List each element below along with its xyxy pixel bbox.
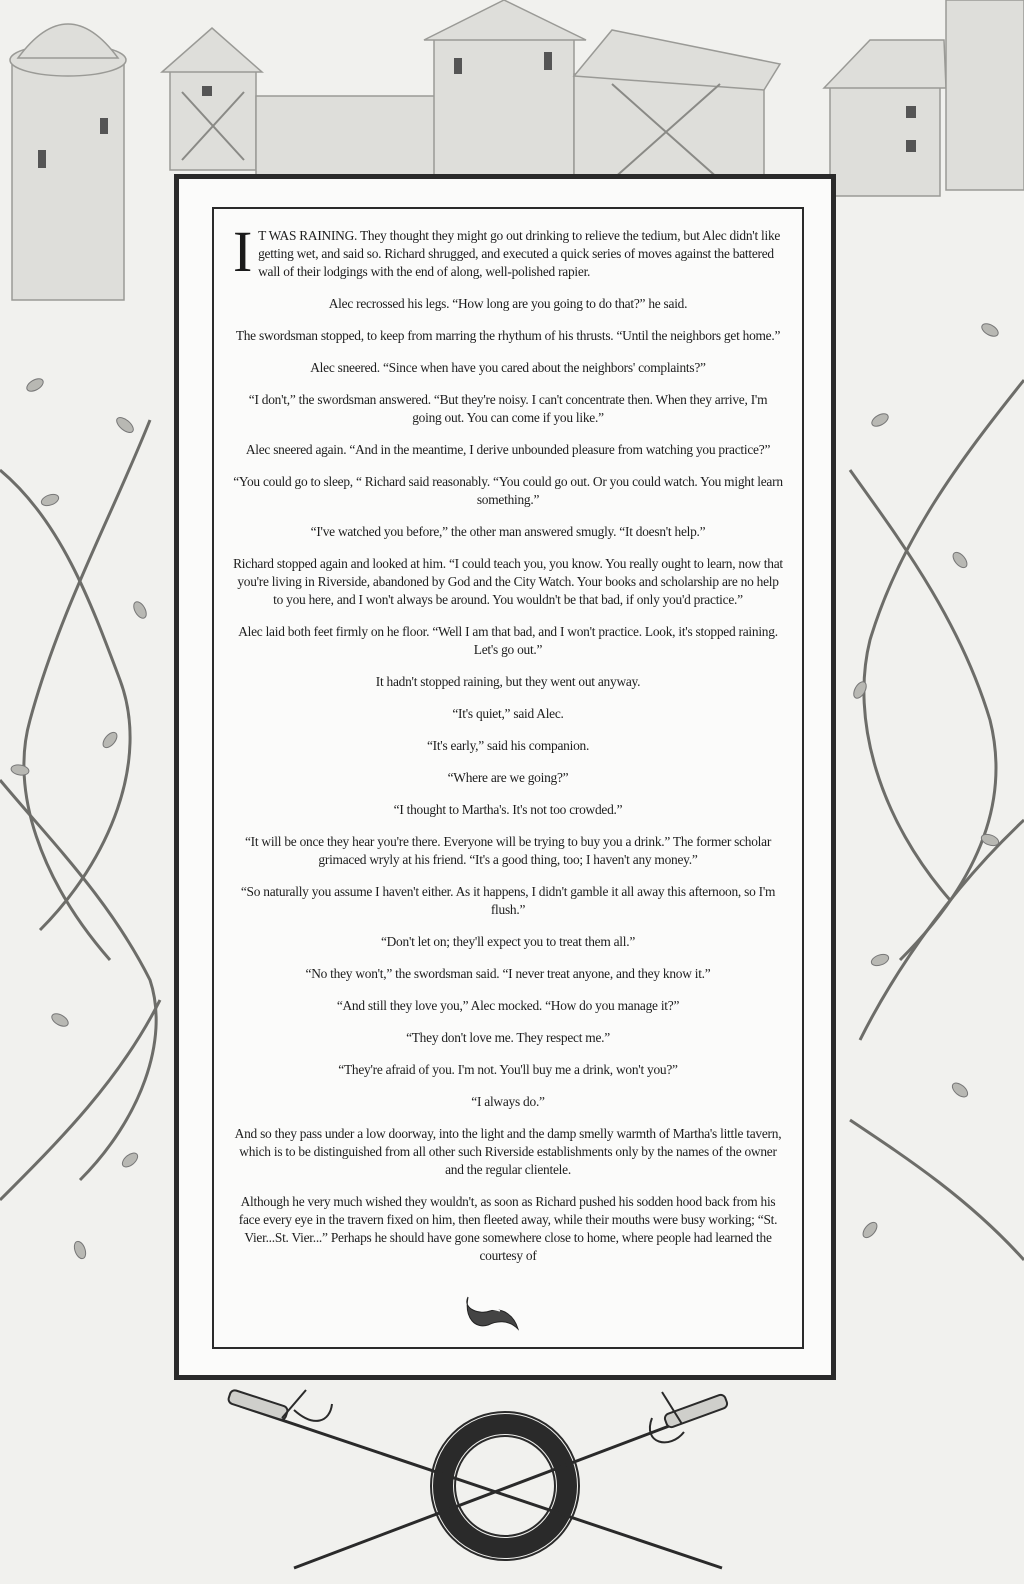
opening-paragraph-text: T WAS RAINING. They thought they might go out drinking to relieve the tedium, but Alec didn't like getting wet, and said so. Richard shrugged, and executed a quick series of moves against the battered wall of their lodgings with the end of along, well-polished rapier. bbox=[258, 228, 781, 279]
paragraph: It hadn't stopped raining, but they went out anyway. bbox=[375, 674, 641, 689]
paragraph: “They're afraid of you. I'm not. You'll buy me a drink, won't you?” bbox=[338, 1062, 678, 1077]
paragraph: “I thought to Martha's. It's not too crowded.” bbox=[393, 802, 623, 817]
paragraph: Alec sneered again. “And in the meantime, I derive unbounded pleasure from watching you practice?” bbox=[245, 442, 771, 457]
paragraph: “I've watched you before,” the other man answered smugly. “It doesn't help.” bbox=[310, 524, 706, 539]
text-frame-inner-border bbox=[212, 207, 804, 1349]
paragraph: Richard stopped again and looked at him. “I could teach you, you know. You really ought to learn, now that you're living in Riverside, abandoned by God and the City Watch. Your books and scholarship are no help to you here, and I won't always be around. You wouldn't be that bad, if only you'd practice.” bbox=[233, 556, 783, 607]
paragraph: “You could go to sleep, “ Richard said reasonably. “You could go out. Or you could watch. You might learn something.” bbox=[233, 474, 783, 507]
paragraph: “I always do.” bbox=[471, 1094, 545, 1109]
paragraph: “Where are we going?” bbox=[447, 770, 569, 785]
paragraph: “I don't,” the swordsman answered. “But they're noisy. I can't concentrate then. When they arrive, I'm going out. You can come if you like.” bbox=[248, 392, 768, 425]
opening-paragraph bbox=[233, 219, 783, 284]
text-frame bbox=[174, 174, 836, 1380]
paragraph: Alec sneered. “Since when have you cared about the neighbors' complaints?” bbox=[310, 360, 706, 375]
paragraph: “No they won't,” the swordsman said. “I never treat anyone, and they know it.” bbox=[305, 966, 711, 981]
paragraph: “So naturally you assume I haven't either. As it happens, I didn't gamble it all away this afternoon, so I'm flush.” bbox=[240, 884, 776, 917]
paragraph: Although he very much wished they wouldn't, as soon as Richard pushed his sodden hood back from his face every eye in the travern fixed on him, then fleeted away, while their mouths were busy working; “St. Vier...St. Vier...” Perhaps he should have gone somewhere close to home, where people had learned the courtesy of bbox=[238, 1194, 778, 1263]
drop-cap: I bbox=[233, 219, 253, 284]
paragraph: “It's early,” said his companion. bbox=[426, 738, 590, 753]
crossed-swords-ring-icon bbox=[222, 1388, 812, 1578]
story-text bbox=[233, 219, 783, 1279]
flourish-ornament-icon bbox=[462, 1289, 522, 1337]
paragraph: Alec laid both feet firmly on he floor. “Well I am that bad, and I won't practice. Look, it's stopped raining. Let's go out.” bbox=[238, 624, 778, 657]
paragraph: And so they pass under a low doorway, into the light and the damp smelly warmth of Martha's little tavern, which is to be distinguished from all other such Riverside establishments only by the names of the owner and the regular clientele. bbox=[234, 1126, 782, 1177]
paragraph: The swordsman stopped, to keep from marring the rhythum of his thrusts. “Until the neighbors get home.” bbox=[235, 328, 781, 343]
paragraph: “And still they love you,” Alec mocked. “How do you manage it?” bbox=[336, 998, 680, 1013]
paragraph: “It's quiet,” said Alec. bbox=[452, 706, 564, 721]
paragraph: “It will be once they hear you're there. Everyone will be trying to buy you a drink.” The former scholar grimaced wryly at his friend. “It's a good thing, too; I haven't any money.” bbox=[244, 834, 772, 867]
paragraph: “Don't let on; they'll expect you to treat them all.” bbox=[380, 934, 636, 949]
paragraph: “They don't love me. They respect me.” bbox=[406, 1030, 610, 1045]
paragraph: Alec recrossed his legs. “How long are you going to do that?” he said. bbox=[328, 296, 688, 311]
